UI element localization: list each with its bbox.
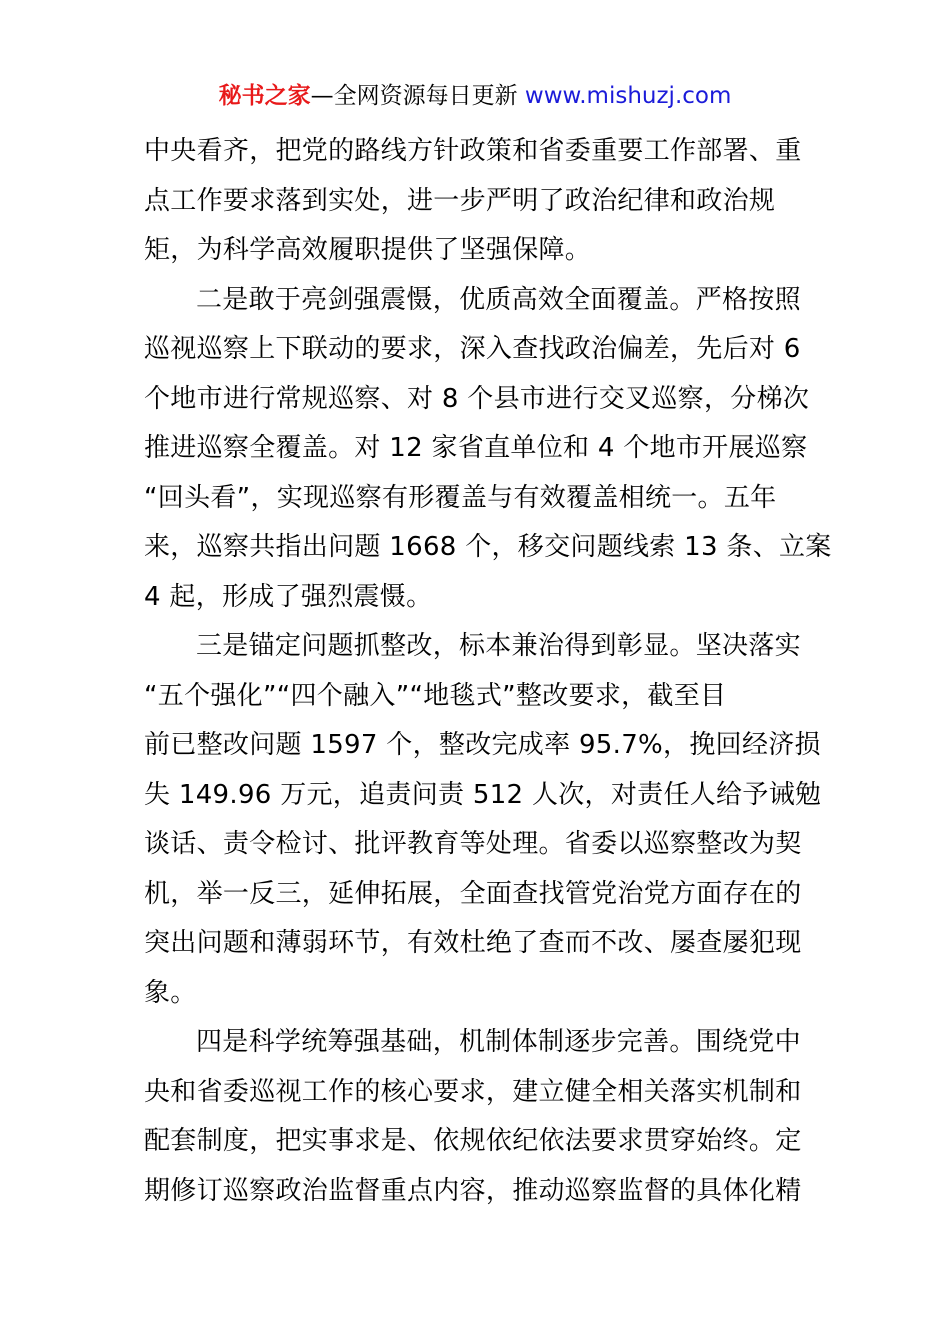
site-header [0, 79, 950, 113]
text-line: 巡视巡察上下联动的要求，深入查找政治偏差，先后对 6 [144, 334, 801, 364]
text-line: 个地市进行常规巡察、对 8 个县市进行交叉巡察，分梯次 [144, 383, 810, 414]
text-line: 来，巡察共指出问题 1668 个，移交问题线索 13 条、立案 [144, 532, 832, 562]
header-tagline: —全网资源每日更新 [310, 83, 525, 109]
text-line: 央和省委巡视工作的核心要求，建立健全相关落实机制和 [144, 1076, 802, 1107]
text-line: 中央看齐，把党的路线方针政策和省委重要工作部署、重 [144, 136, 802, 166]
text-line: 期修订巡察政治监督重点内容，推动巡察监督的具体化精 [144, 1175, 802, 1206]
text-line: 四是科学统筹强基础，机制体制逐步完善。围绕党中 [196, 1027, 801, 1057]
paragraph-continuation [144, 127, 810, 276]
text-line: 前已整改问题 1597 个，整改完成率 95.7%，挽回经济损 [144, 730, 821, 760]
text-line: 象。 [144, 977, 197, 1008]
brand-name: 秘书之家 [218, 83, 311, 109]
text-line: “五个强化”“四个融入”“地毯式”整改要求，截至目 [144, 680, 727, 711]
text-line: 谈话、责令检讨、批评教育等处理。省委以巡察整改为契 [144, 829, 802, 859]
text-line: 4 起，形成了强烈震慑。 [144, 581, 433, 612]
text-line: 失 149.96 万元，追责问责 512 人次，对责任人给予诫勉 [144, 779, 822, 810]
text-line: 二是敢于亮剑强震慑，优质高效全面覆盖。严格按照 [196, 284, 801, 315]
text-line: 突出问题和薄弱环节，有效杜绝了查而不改、屡查屡犯现 [144, 928, 802, 958]
text-line: 点工作要求落到实处，进一步严明了政治纪律和政治规 [144, 185, 776, 216]
document-body [144, 127, 832, 1216]
text-line: 配套制度，把实事求是、依规依纪依法要求贯穿始终。定 [144, 1126, 802, 1156]
text-line: 矩，为科学高效履职提供了坚强保障。 [144, 235, 592, 265]
site-url-link[interactable]: www.mishuzj.com [524, 83, 732, 109]
text-line: 三是锚定问题抓整改，标本兼治得到彰显。坚决落实 [196, 631, 801, 661]
text-line: “回头看”，实现巡察有形覆盖与有效覆盖相统一。五年 [144, 482, 777, 513]
text-line: 机，举一反三，延伸拓展，全面查找管党治党方面存在的 [144, 878, 802, 909]
paragraph-point-four [144, 1018, 810, 1216]
paragraph-point-three [144, 622, 822, 1018]
paragraph-point-two [144, 276, 832, 623]
text-line: 推进巡察全覆盖。对 12 家省直单位和 4 个地市开展巡察 [144, 433, 808, 463]
